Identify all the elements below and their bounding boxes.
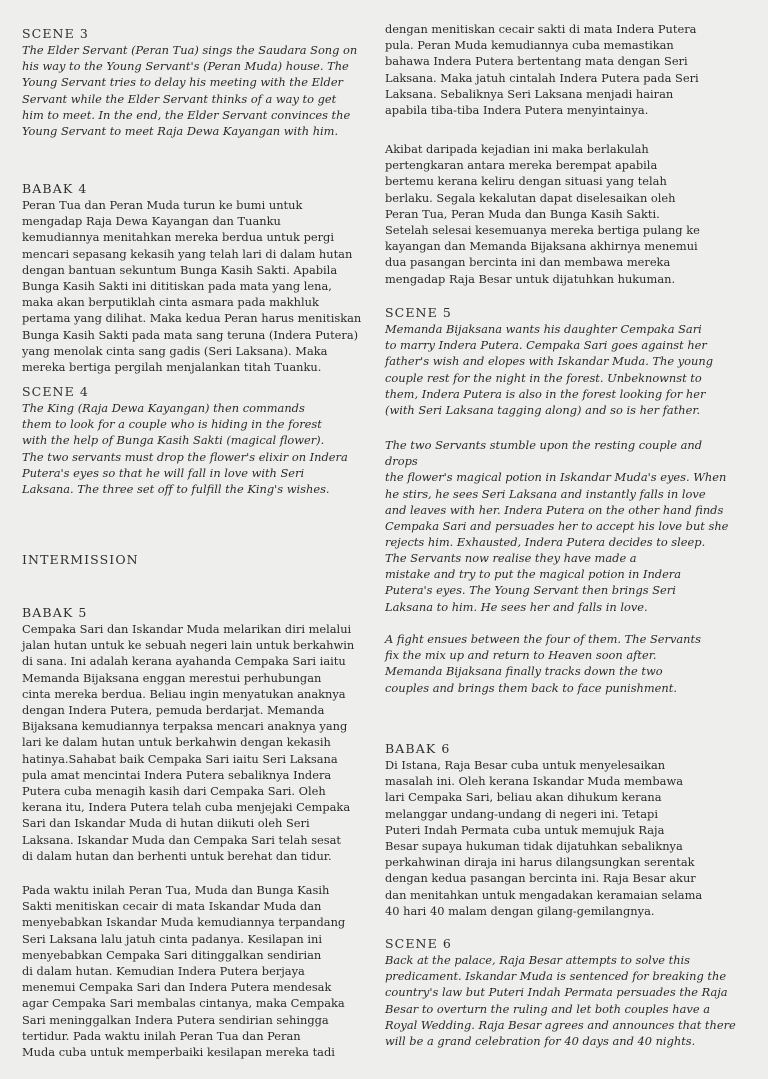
scene5-text4: A fight ensues between the four of them. The Servants fix the mix up and return to Heaven soon after. Memanda Bijaksana finally tracks down the two couples and brings them back to face punishment. — [385, 632, 701, 695]
scene5-part2 — [385, 437, 737, 550]
babak5-section — [22, 605, 367, 864]
babak5-cont-part2 — [385, 141, 737, 287]
babak4-text: Peran Tua dan Peran Muda turun ke bumi untuk mengadap Raja Dewa Kayangan dan Tuanku kemudiannya menitahkan mereka berdua untuk pergi mencari sepasang kekasih yang telah lari di dalam hutan dengan bantuan sekuntum Bunga Kasih Sakti. Apabila Bunga Kasih Sakti ini dititiskan pada mata yang lena, maka akan berputiklah cinta asmara pada makhluk pertama yang dilihat. Maka kedua Peran harus menitiskan Bunga Kasih Sakti pada mata sang teruna (Indera Putera) yang menolak cinta sang gadis (Seri Laksana). Maka mereka bertiga pergilah menjalankan titah Tuanku. — [22, 198, 362, 375]
scene5-section — [385, 305, 737, 418]
scene5-text2: The two Servants stumble upon the resting couple and drops the flower's magical potion in Iskandar Muda's eyes. When he stirs, he sees Seri Laksana and instantly falls in love and leaves with her. Indera Putera on the other hand finds Cempaka Sari and persuades her to accept his love but she rejects him. Exhausted, Indera Putera decides to sleep. — [385, 438, 729, 550]
babak6-section — [385, 741, 737, 919]
scene5-part4 — [385, 631, 737, 696]
babak5-continued — [22, 882, 367, 1060]
babak5-text2: Pada waktu inilah Peran Tua, Muda dan Bunga Kasih Sakti menitiskan cecair di mata Iskandar Muda dan menyebabkan Iskandar Muda kemudiannya terpandang Seri Laksana lalu jatuh cinta padanya. Kesilapan ini menyebabkan Cempaka Sari ditinggalkan sendirian di dalam hutan. Kemudian Indera Putera berjaya menemui Cempaka Sari dan Indera Putera mendesak agar Cempaka Sari membalas cintanya, maka Cempaka Sari meninggalkan Indera Putera sendirian sehingga tertidur. Pada waktu inilah Peran Tua dan Peran Muda cuba untuk memperbaiki kesilapan mereka tadi — [22, 883, 346, 1060]
scene6-text: Back at the palace, Raja Besar attempts to solve this predicament. Iskandar Muda is sentenced for breaking the country's law but Puteri Indah Permata persuades the Raja Besar to overturn the ruling and let both couples have a Royal Wedding. Raja Besar agrees and announces that there will be a grand celebration for 40 days and 40 nights. — [385, 953, 736, 1049]
scene4-section — [22, 384, 367, 497]
babak6-heading: BABAK 6 — [385, 741, 451, 756]
scene6-section — [385, 936, 737, 1049]
babak4-section — [22, 181, 367, 375]
scene3-text: The Elder Servant (Peran Tua) sings the Saudara Song on his way to the Young Servant's (Peran Muda) house. The Young Servant tries to delay his meeting with the Elder Servant while the Elder Servant thinks of a way to get him to meet. In the end, the Elder Servant convinces the Young Servant to meet Raja Dewa Kayangan with him. — [22, 43, 358, 139]
babak5-heading: BABAK 5 — [22, 605, 88, 620]
scene3-section — [22, 26, 367, 139]
babak5-cont-text2: Akibat daripada kejadian ini maka berlakulah pertengkaran antara mereka berempat apabila bertemu kerana keliru dengan situasi yang telah berlaku. Segala kekalutan dapat diselesaikan oleh Peran Tua, Peran Muda dan Bunga Kasih Sakti. Setelah selesai kesemuanya mereka bertiga pulang ke kayangan dan Memanda Bijaksana akhirnya menemui dua pasangan bercinta ini dan membawa mereka mengadap Raja Besar untuk dijatuhkan hukuman. — [385, 142, 700, 286]
babak6-text: Di Istana, Raja Besar cuba untuk menyelesaikan masalah ini. Oleh kerana Iskandar Muda membawa lari Cempaka Sari, beliau akan dihukum kerana melanggar undang-undang di negeri ini. Tetapi Puteri Indah Permata cuba untuk memujuk Raja Besar supaya hukuman tidak dijatuhkan sebaliknya perkahwinan diraja ini harus dilangsungkan serentak dengan kedua pasangan bercinta ini. Raja Besar akur dan menitahkan untuk mengadakan keramaian selama 40 hari 40 malam dengan gilang-gemilangnya. — [385, 758, 703, 918]
babak5-text: Cempaka Sari dan Iskandar Muda melarikan diri melalui jalan hutan untuk ke sebuah negeri lain untuk berkahwin di sana. Ini adalah kerana ayahanda Cempaka Sari iaitu Memanda Bijaksana enggan merestui perhubungan cinta mereka berdua. Beliau ingin menyatukan anaknya dengan Indera Putera, pemuda berdarjat. Memanda Bijaksana kemudiannya terpaksa mencari anaknya yang lari ke dalam hutan untuk berkahwin dengan kekasih hatinya.Sahabat baik Cempaka Sari iaitu Seri Laksana pula amat mencintai Indera Putera sebaliknya Indera Putera cuba menagih kasih dari Cempaka Sari. Oleh kerana itu, Indera Putera telah cuba menjejaki Cempaka Sari dan Iskandar Muda di hutan diikuti oleh Seri Laksana. Iskandar Muda dan Cempaka Sari telah sesat di dalam hutan dan berhenti untuk berehat dan tidur. — [22, 622, 355, 863]
scene4-heading: SCENE 4 — [22, 384, 89, 399]
babak4-heading: BABAK 4 — [22, 181, 88, 196]
scene5-heading: SCENE 5 — [385, 305, 452, 320]
babak5-cont-part1 — [385, 21, 737, 118]
scene6-heading: SCENE 6 — [385, 936, 452, 951]
scene5-text3: The Servants now realise they have made a mistake and try to put the magical potion in Indera Putera's eyes. The Young Servant then brings Seri Laksana to him. He sees her and falls in love. — [385, 551, 682, 614]
scene5-text: Memanda Bijaksana wants his daughter Cempaka Sari to marry Indera Putera. Cempaka Sari goes against her father's wish and elopes with Iskandar Muda. The young couple rest for the night in the forest. Unbeknownst to them, Indera Putera is also in the forest looking for her (with Seri Laksana tagging along) and so is her father. — [385, 322, 714, 418]
intermission-section — [22, 552, 367, 568]
scene5-part3 — [385, 550, 737, 615]
scene3-heading: SCENE 3 — [22, 26, 89, 41]
intermission-heading: INTERMISSION — [22, 552, 139, 567]
scene4-text: The King (Raja Dewa Kayangan) then commands them to look for a couple who is hiding in the forest with the help of Bunga Kasih Sakti (magical flower). The two servants must drop the flower's elixir on Indera Putera's eyes so that he will fall in love with Seri Laksana. The three set off to fulfill the King's wishes. — [22, 401, 348, 497]
babak5-cont-text1: dengan menitiskan cecair sakti di mata Indera Putera pula. Peran Muda kemudiannya cuba memastikan bahawa Indera Putera bertentang mata dengan Seri Laksana. Maka jatuh cintalah Indera Putera pada Seri Laksana. Sebaliknya Seri Laksana menjadi hairan apabila tiba-tiba Indera Putera menyintainya. — [385, 22, 699, 118]
